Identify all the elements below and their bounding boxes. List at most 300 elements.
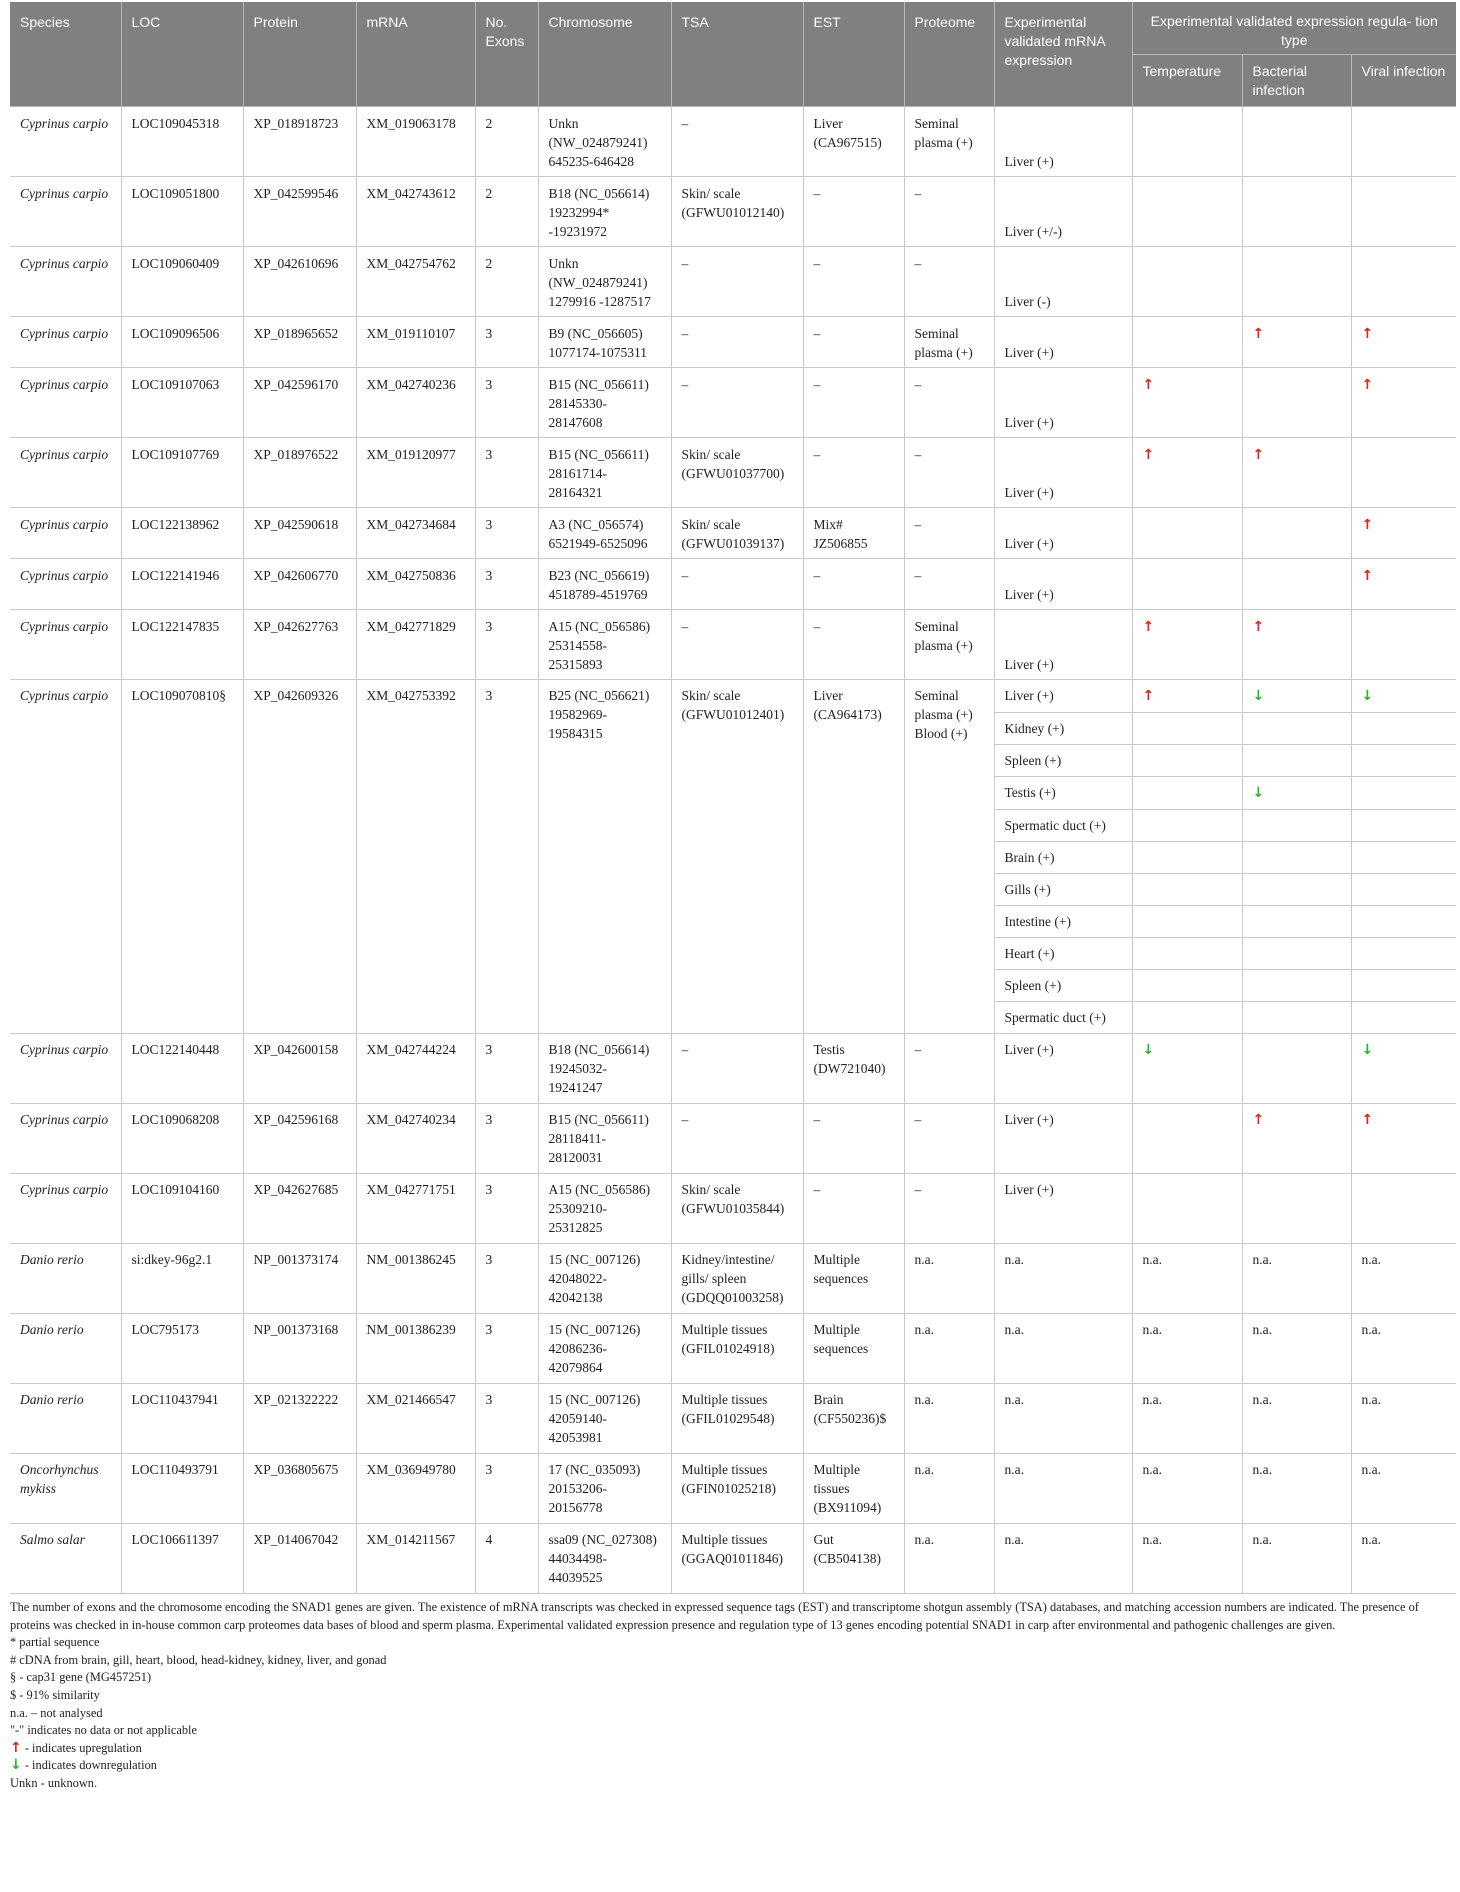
expression-cell: Spleen (+) bbox=[994, 970, 1132, 1002]
mrna-cell: XM_021466547 bbox=[356, 1384, 475, 1454]
species-cell: Cyprinus carpio bbox=[10, 1034, 121, 1104]
expression-cell: Liver (+) bbox=[994, 107, 1132, 177]
header-species: Species bbox=[10, 2, 121, 107]
proteome-cell: – bbox=[904, 1104, 994, 1174]
est-cell: Liver (CA967515) bbox=[803, 107, 904, 177]
proteome-line: Blood (+) bbox=[914, 726, 968, 741]
mrna-cell: NM_001386245 bbox=[356, 1244, 475, 1314]
expression-cell: Heart (+) bbox=[994, 938, 1132, 970]
viral-cell bbox=[1351, 874, 1456, 906]
protein-cell: XP_042599546 bbox=[243, 177, 356, 247]
viral-cell bbox=[1351, 842, 1456, 874]
temperature-cell: n.a. bbox=[1132, 1314, 1242, 1384]
down-arrow-icon: ↓ bbox=[1252, 688, 1265, 704]
est-cell: Testis (DW721040) bbox=[803, 1034, 904, 1104]
temperature-cell bbox=[1132, 745, 1242, 777]
table-row bbox=[10, 1384, 1456, 1454]
exons-cell: 3 bbox=[475, 559, 538, 610]
viral-cell bbox=[1351, 438, 1456, 508]
proteome-cell: – bbox=[904, 508, 994, 559]
mrna-cell: XM_042754762 bbox=[356, 247, 475, 317]
expression-cell: Gills (+) bbox=[994, 874, 1132, 906]
est-cell: – bbox=[803, 177, 904, 247]
proteome-cell: – bbox=[904, 438, 994, 508]
footnote-down bbox=[10, 1757, 1456, 1775]
header-proteome: Proteome bbox=[904, 2, 994, 107]
chromosome-cell: B9 (NC_056605) 1077174-1075311 bbox=[538, 317, 671, 368]
bacterial-cell bbox=[1242, 508, 1351, 559]
table-row bbox=[10, 1034, 1456, 1104]
proteome-cell: Seminal plasma (+) bbox=[904, 610, 994, 680]
tsa-cell: Skin/ scale (GFWU01012401) bbox=[671, 680, 803, 1034]
mrna-cell: XM_042744224 bbox=[356, 1034, 475, 1104]
est-cell: – bbox=[803, 247, 904, 317]
viral-cell bbox=[1351, 777, 1456, 810]
table-row bbox=[10, 508, 1456, 559]
temperature-cell bbox=[1132, 368, 1242, 438]
up-arrow-icon: ↑ bbox=[1142, 447, 1155, 463]
footnote-dash: "-" indicates no data or not applicable bbox=[10, 1723, 197, 1738]
footnote-partial: * partial sequence bbox=[10, 1635, 100, 1650]
protein-cell: XP_018976522 bbox=[243, 438, 356, 508]
loc-cell: LOC122141946 bbox=[121, 559, 243, 610]
bacterial-cell bbox=[1242, 745, 1351, 777]
loc-cell: LOC109070810§ bbox=[121, 680, 243, 1034]
header-mrna: mRNA bbox=[356, 2, 475, 107]
tsa-cell: – bbox=[671, 317, 803, 368]
mrna-cell: XM_042740236 bbox=[356, 368, 475, 438]
bacterial-cell bbox=[1242, 1174, 1351, 1244]
protein-cell: XP_014067042 bbox=[243, 1524, 356, 1594]
viral-cell bbox=[1351, 970, 1456, 1002]
protein-cell: XP_042596170 bbox=[243, 368, 356, 438]
proteome-cell: – bbox=[904, 1034, 994, 1104]
tsa-cell: Skin/ scale (GFWU01035844) bbox=[671, 1174, 803, 1244]
footnote-cdna: # cDNA from brain, gill, heart, blood, head-kidney, kidney, liver, and gonad bbox=[10, 1652, 387, 1667]
expression-cell: Liver (+) bbox=[994, 1034, 1132, 1104]
chromosome-cell: B15 (NC_056611) 28161714- 28164321 bbox=[538, 438, 671, 508]
up-arrow-icon: ↑ bbox=[1142, 688, 1155, 704]
expression-cell: Spermatic duct (+) bbox=[994, 1002, 1132, 1034]
up-arrow-icon: ↑ bbox=[1361, 377, 1374, 393]
temperature-cell bbox=[1132, 874, 1242, 906]
tsa-cell: – bbox=[671, 107, 803, 177]
expression-cell: Spermatic duct (+) bbox=[994, 810, 1132, 842]
bacterial-cell bbox=[1242, 713, 1351, 745]
exons-cell: 3 bbox=[475, 680, 538, 1034]
table-row bbox=[10, 1454, 1456, 1524]
chromosome-cell: B18 (NC_056614) 19245032- 19241247 bbox=[538, 1034, 671, 1104]
tsa-cell: Kidney/intestine/ gills/ spleen (GDQQ01003258) bbox=[671, 1244, 803, 1314]
expression-cell: n.a. bbox=[994, 1454, 1132, 1524]
bacterial-cell bbox=[1242, 1034, 1351, 1104]
est-cell: – bbox=[803, 368, 904, 438]
tsa-cell: Skin/ scale (GFWU01039137) bbox=[671, 508, 803, 559]
viral-cell bbox=[1351, 559, 1456, 610]
exons-cell: 3 bbox=[475, 1104, 538, 1174]
expression-cell: n.a. bbox=[994, 1244, 1132, 1314]
chromosome-cell: B15 (NC_056611) 28145330- 28147608 bbox=[538, 368, 671, 438]
exons-cell: 3 bbox=[475, 1384, 538, 1454]
exons-cell: 3 bbox=[475, 317, 538, 368]
proteome-cell: n.a. bbox=[904, 1384, 994, 1454]
protein-cell: XP_042610696 bbox=[243, 247, 356, 317]
temperature-cell bbox=[1132, 680, 1242, 713]
bacterial-cell bbox=[1242, 177, 1351, 247]
up-arrow-icon: ↑ bbox=[10, 1739, 22, 1756]
expression-cell: Liver (+) bbox=[994, 1104, 1132, 1174]
expression-cell: n.a. bbox=[994, 1524, 1132, 1594]
header-tsa: TSA bbox=[671, 2, 803, 107]
est-cell: Multiple sequences bbox=[803, 1244, 904, 1314]
table-row bbox=[10, 559, 1456, 610]
mrna-cell: XM_042740234 bbox=[356, 1104, 475, 1174]
table-row bbox=[10, 438, 1456, 508]
exons-cell: 3 bbox=[475, 1454, 538, 1524]
bacterial-cell bbox=[1242, 1002, 1351, 1034]
protein-cell: XP_042596168 bbox=[243, 1104, 356, 1174]
viral-cell: n.a. bbox=[1351, 1454, 1456, 1524]
exons-cell: 3 bbox=[475, 1244, 538, 1314]
up-arrow-icon: ↑ bbox=[1252, 447, 1265, 463]
viral-cell: n.a. bbox=[1351, 1524, 1456, 1594]
viral-cell bbox=[1351, 1104, 1456, 1174]
chromosome-cell: B25 (NC_056621) 19582969- 19584315 bbox=[538, 680, 671, 1034]
bacterial-cell bbox=[1242, 438, 1351, 508]
tsa-cell: Multiple tissues (GFIL01029548) bbox=[671, 1384, 803, 1454]
viral-cell bbox=[1351, 1002, 1456, 1034]
expression-cell: Liver (+) bbox=[994, 559, 1132, 610]
temperature-cell: n.a. bbox=[1132, 1244, 1242, 1314]
down-arrow-icon: ↓ bbox=[1252, 785, 1265, 801]
exons-cell: 3 bbox=[475, 1034, 538, 1104]
temperature-cell bbox=[1132, 810, 1242, 842]
temperature-cell bbox=[1132, 508, 1242, 559]
snad1-genes-table bbox=[10, 2, 1456, 1594]
temperature-cell bbox=[1132, 559, 1242, 610]
chromosome-cell: 15 (NC_007126) 42048022- 42042138 bbox=[538, 1244, 671, 1314]
est-cell: Multiple tissues (BX911094) bbox=[803, 1454, 904, 1524]
viral-cell bbox=[1351, 610, 1456, 680]
expression-cell: Liver (-) bbox=[994, 247, 1132, 317]
proteome-cell: – bbox=[904, 1174, 994, 1244]
species-cell: Danio rerio bbox=[10, 1314, 121, 1384]
species-cell: Cyprinus carpio bbox=[10, 107, 121, 177]
tsa-cell: – bbox=[671, 247, 803, 317]
temperature-cell bbox=[1132, 177, 1242, 247]
temperature-cell bbox=[1132, 1034, 1242, 1104]
loc-cell: LOC795173 bbox=[121, 1314, 243, 1384]
temperature-cell bbox=[1132, 438, 1242, 508]
expression-cell: Liver (+) bbox=[994, 438, 1132, 508]
exons-cell: 3 bbox=[475, 610, 538, 680]
bacterial-cell bbox=[1242, 777, 1351, 810]
proteome-cell: n.a. bbox=[904, 1314, 994, 1384]
species-cell: Cyprinus carpio bbox=[10, 508, 121, 559]
temperature-cell bbox=[1132, 1002, 1242, 1034]
temperature-cell bbox=[1132, 938, 1242, 970]
footnote-similarity: $ - 91% similarity bbox=[10, 1687, 100, 1702]
header-temperature: Temperature bbox=[1132, 55, 1242, 107]
proteome-cell: – bbox=[904, 559, 994, 610]
loc-cell: LOC109060409 bbox=[121, 247, 243, 317]
loc-cell: LOC109107769 bbox=[121, 438, 243, 508]
tsa-cell: Multiple tissues (GFIL01024918) bbox=[671, 1314, 803, 1384]
chromosome-cell: B15 (NC_056611) 28118411- 28120031 bbox=[538, 1104, 671, 1174]
mrna-cell: XM_019120977 bbox=[356, 438, 475, 508]
loc-cell: LOC109051800 bbox=[121, 177, 243, 247]
bacterial-cell: n.a. bbox=[1242, 1384, 1351, 1454]
expression-cell: Liver (+) bbox=[994, 368, 1132, 438]
bacterial-cell bbox=[1242, 107, 1351, 177]
chromosome-cell: B18 (NC_056614) 19232994* -19231972 bbox=[538, 177, 671, 247]
header-bacterial: Bacterial infection bbox=[1242, 55, 1351, 107]
viral-cell bbox=[1351, 508, 1456, 559]
species-cell: Cyprinus carpio bbox=[10, 317, 121, 368]
tsa-cell: Multiple tissues (GGAQ01011846) bbox=[671, 1524, 803, 1594]
loc-cell: LOC109107063 bbox=[121, 368, 243, 438]
table-row bbox=[10, 368, 1456, 438]
viral-cell: n.a. bbox=[1351, 1314, 1456, 1384]
footnote-down-text: - indicates downregulation bbox=[21, 1758, 157, 1773]
species-cell: Danio rerio bbox=[10, 1384, 121, 1454]
bacterial-cell bbox=[1242, 938, 1351, 970]
bacterial-cell bbox=[1242, 610, 1351, 680]
protein-cell: XP_021322222 bbox=[243, 1384, 356, 1454]
proteome-cell: Seminal plasma (+) bbox=[904, 317, 994, 368]
bacterial-cell: n.a. bbox=[1242, 1244, 1351, 1314]
down-arrow-icon: ↓ bbox=[1361, 1042, 1374, 1058]
exons-cell: 3 bbox=[475, 438, 538, 508]
species-cell: Cyprinus carpio bbox=[10, 368, 121, 438]
chromosome-cell: Unkn (NW_024879241) 645235-646428 bbox=[538, 107, 671, 177]
expression-cell: Liver (+) bbox=[994, 680, 1132, 713]
viral-cell bbox=[1351, 107, 1456, 177]
est-cell: – bbox=[803, 317, 904, 368]
up-arrow-icon: ↑ bbox=[1142, 619, 1155, 635]
table-row bbox=[10, 1174, 1456, 1244]
expression-cell: Liver (+/-) bbox=[994, 177, 1132, 247]
temperature-cell bbox=[1132, 713, 1242, 745]
table-header bbox=[10, 2, 1456, 107]
bacterial-cell bbox=[1242, 810, 1351, 842]
temperature-cell bbox=[1132, 906, 1242, 938]
expression-cell: Testis (+) bbox=[994, 777, 1132, 810]
tsa-cell: – bbox=[671, 1104, 803, 1174]
tsa-cell: Skin/ scale (GFWU01012140) bbox=[671, 177, 803, 247]
bacterial-cell bbox=[1242, 368, 1351, 438]
exons-cell: 3 bbox=[475, 1174, 538, 1244]
protein-cell: XP_042609326 bbox=[243, 680, 356, 1034]
proteome-cell bbox=[904, 680, 994, 1034]
est-cell: Mix# JZ506855 bbox=[803, 508, 904, 559]
tsa-cell: Multiple tissues (GFIN01025218) bbox=[671, 1454, 803, 1524]
temperature-cell bbox=[1132, 1104, 1242, 1174]
proteome-cell: – bbox=[904, 368, 994, 438]
proteome-cell: n.a. bbox=[904, 1454, 994, 1524]
est-cell: – bbox=[803, 1174, 904, 1244]
protein-cell: XP_042606770 bbox=[243, 559, 356, 610]
mrna-cell: XM_019063178 bbox=[356, 107, 475, 177]
tsa-cell: Skin/ scale (GFWU01037700) bbox=[671, 438, 803, 508]
footnote-na: n.a. – not analysed bbox=[10, 1705, 103, 1720]
loc-cell: si:dkey-96g2.1 bbox=[121, 1244, 243, 1314]
up-arrow-icon: ↑ bbox=[1252, 1112, 1265, 1128]
expression-cell: Spleen (+) bbox=[994, 745, 1132, 777]
viral-cell bbox=[1351, 1174, 1456, 1244]
est-cell: – bbox=[803, 559, 904, 610]
expression-cell: Liver (+) bbox=[994, 508, 1132, 559]
up-arrow-icon: ↑ bbox=[1252, 326, 1265, 342]
chromosome-cell: A15 (NC_056586) 25314558- 25315893 bbox=[538, 610, 671, 680]
caption-text: The number of exons and the chromosome encoding the SNAD1 genes are given. The existence of mRNA transcripts was checked in expressed sequence tags (EST) and transcriptome shotgun assembly (TSA) databases, and matching accession numbers are indicated. The presence of proteins was checked in in-house common carp proteomes data bases of blood and sperm plasma. Experimental validated expression presence and regulation type of 13 genes encoding potential SNAD1 in carp after environmental and pathogenic challenges are given. bbox=[10, 1600, 1419, 1632]
down-arrow-icon: ↓ bbox=[1142, 1042, 1155, 1058]
temperature-cell bbox=[1132, 247, 1242, 317]
exons-cell: 2 bbox=[475, 177, 538, 247]
bacterial-cell: n.a. bbox=[1242, 1524, 1351, 1594]
expression-cell: Liver (+) bbox=[994, 610, 1132, 680]
proteome-cell: Seminal plasma (+) bbox=[904, 107, 994, 177]
header-protein: Protein bbox=[243, 2, 356, 107]
loc-cell: LOC122140448 bbox=[121, 1034, 243, 1104]
species-cell: Salmo salar bbox=[10, 1524, 121, 1594]
viral-cell bbox=[1351, 247, 1456, 317]
mrna-cell: XM_036949780 bbox=[356, 1454, 475, 1524]
tsa-cell: – bbox=[671, 559, 803, 610]
expression-cell: Brain (+) bbox=[994, 842, 1132, 874]
mrna-cell: XM_019110107 bbox=[356, 317, 475, 368]
table-row bbox=[10, 1104, 1456, 1174]
loc-cell: LOC122138962 bbox=[121, 508, 243, 559]
species-cell: Cyprinus carpio bbox=[10, 559, 121, 610]
header-chromosome: Chromosome bbox=[538, 2, 671, 107]
bacterial-cell bbox=[1242, 970, 1351, 1002]
mrna-cell: XM_014211567 bbox=[356, 1524, 475, 1594]
expression-cell: Liver (+) bbox=[994, 1174, 1132, 1244]
mrna-cell: XM_042734684 bbox=[356, 508, 475, 559]
up-arrow-icon: ↑ bbox=[1361, 1112, 1374, 1128]
loc-cell: LOC109104160 bbox=[121, 1174, 243, 1244]
viral-cell bbox=[1351, 713, 1456, 745]
protein-cell: NP_001373168 bbox=[243, 1314, 356, 1384]
species-cell: Danio rerio bbox=[10, 1244, 121, 1314]
table-row bbox=[10, 680, 1456, 713]
table-row bbox=[10, 247, 1456, 317]
table-row bbox=[10, 317, 1456, 368]
bacterial-cell: n.a. bbox=[1242, 1314, 1351, 1384]
loc-cell: LOC109045318 bbox=[121, 107, 243, 177]
loc-cell: LOC109096506 bbox=[121, 317, 243, 368]
bacterial-cell: n.a. bbox=[1242, 1454, 1351, 1524]
exons-cell: 3 bbox=[475, 1314, 538, 1384]
species-cell: Cyprinus carpio bbox=[10, 177, 121, 247]
table-row bbox=[10, 1524, 1456, 1594]
viral-cell bbox=[1351, 810, 1456, 842]
viral-cell bbox=[1351, 680, 1456, 713]
viral-cell bbox=[1351, 317, 1456, 368]
exons-cell: 3 bbox=[475, 508, 538, 559]
mrna-cell: XM_042750836 bbox=[356, 559, 475, 610]
species-cell: Cyprinus carpio bbox=[10, 680, 121, 1034]
exons-cell: 4 bbox=[475, 1524, 538, 1594]
tsa-cell: – bbox=[671, 1034, 803, 1104]
protein-cell: XP_042590618 bbox=[243, 508, 356, 559]
chromosome-cell: 15 (NC_007126) 42059140- 42053981 bbox=[538, 1384, 671, 1454]
protein-cell: XP_042627763 bbox=[243, 610, 356, 680]
bacterial-cell bbox=[1242, 317, 1351, 368]
viral-cell: n.a. bbox=[1351, 1384, 1456, 1454]
table-row bbox=[10, 1314, 1456, 1384]
down-arrow-icon: ↓ bbox=[1361, 688, 1374, 704]
chromosome-cell: 15 (NC_007126) 42086236- 42079864 bbox=[538, 1314, 671, 1384]
footnote-up bbox=[10, 1740, 1456, 1758]
est-cell: – bbox=[803, 438, 904, 508]
loc-cell: LOC110437941 bbox=[121, 1384, 243, 1454]
bacterial-cell bbox=[1242, 842, 1351, 874]
up-arrow-icon: ↑ bbox=[1252, 619, 1265, 635]
mrna-cell: XM_042771829 bbox=[356, 610, 475, 680]
species-cell: Cyprinus carpio bbox=[10, 247, 121, 317]
est-cell: Gut (CB504138) bbox=[803, 1524, 904, 1594]
proteome-cell: n.a. bbox=[904, 1244, 994, 1314]
header-viral: Viral infection bbox=[1351, 55, 1456, 107]
proteome-cell: – bbox=[904, 177, 994, 247]
proteome-cell: n.a. bbox=[904, 1524, 994, 1594]
viral-cell bbox=[1351, 938, 1456, 970]
table-row bbox=[10, 177, 1456, 247]
tsa-cell: – bbox=[671, 610, 803, 680]
proteome-cell: – bbox=[904, 247, 994, 317]
temperature-cell bbox=[1132, 317, 1242, 368]
viral-cell bbox=[1351, 1034, 1456, 1104]
table-container bbox=[10, 2, 1456, 1793]
up-arrow-icon: ↑ bbox=[1361, 326, 1374, 342]
est-cell: Multiple sequences bbox=[803, 1314, 904, 1384]
bacterial-cell bbox=[1242, 1104, 1351, 1174]
expression-cell: Liver (+) bbox=[994, 317, 1132, 368]
protein-cell: XP_018965652 bbox=[243, 317, 356, 368]
loc-cell: LOC109068208 bbox=[121, 1104, 243, 1174]
temperature-cell bbox=[1132, 842, 1242, 874]
temperature-cell bbox=[1132, 970, 1242, 1002]
expression-cell: Intestine (+) bbox=[994, 906, 1132, 938]
species-cell: Cyprinus carpio bbox=[10, 610, 121, 680]
up-arrow-icon: ↑ bbox=[1361, 568, 1374, 584]
viral-cell bbox=[1351, 906, 1456, 938]
expression-cell: n.a. bbox=[994, 1314, 1132, 1384]
mrna-cell: NM_001386239 bbox=[356, 1314, 475, 1384]
table-row bbox=[10, 1244, 1456, 1314]
chromosome-cell: 17 (NC_035093) 20153206- 20156778 bbox=[538, 1454, 671, 1524]
footnote-unkn: Unkn - unknown. bbox=[10, 1775, 98, 1790]
exons-cell: 2 bbox=[475, 247, 538, 317]
protein-cell: XP_042627685 bbox=[243, 1174, 356, 1244]
viral-cell: n.a. bbox=[1351, 1244, 1456, 1314]
species-cell: Cyprinus carpio bbox=[10, 1104, 121, 1174]
header-est: EST bbox=[803, 2, 904, 107]
loc-cell: LOC110493791 bbox=[121, 1454, 243, 1524]
protein-cell: XP_036805675 bbox=[243, 1454, 356, 1524]
footnote-cap31: § - cap31 gene (MG457251) bbox=[10, 1670, 152, 1685]
temperature-cell: n.a. bbox=[1132, 1454, 1242, 1524]
exons-cell: 2 bbox=[475, 107, 538, 177]
viral-cell bbox=[1351, 745, 1456, 777]
species-cell: Cyprinus carpio bbox=[10, 438, 121, 508]
header-loc: LOC bbox=[121, 2, 243, 107]
bacterial-cell bbox=[1242, 680, 1351, 713]
species-cell: Cyprinus carpio bbox=[10, 1174, 121, 1244]
expression-cell: n.a. bbox=[994, 1384, 1132, 1454]
